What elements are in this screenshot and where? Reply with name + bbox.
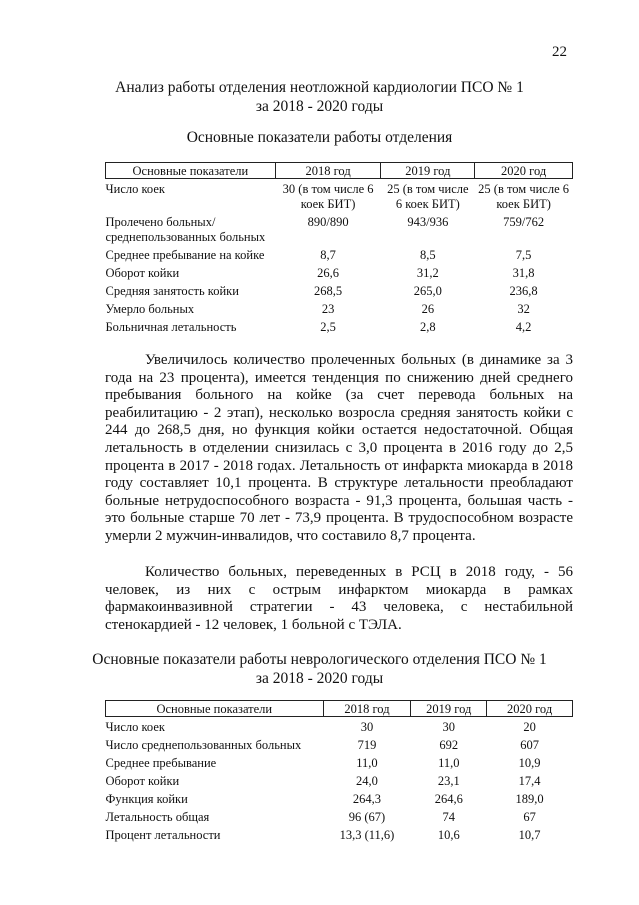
cell-2018: 13,3 (11,6) xyxy=(339,828,395,842)
cell-2019: 11,0 xyxy=(438,756,460,770)
header-2020: 2020 год xyxy=(487,701,573,717)
cell-2020: 236,8 xyxy=(509,284,538,298)
section-title-cardiology xyxy=(0,78,639,116)
transfer-paragraph: Количество больных, переведенных в РСЦ в 2018 году, - 56 человек, из них с острым инфарктом миокарда в рамках фармакоинвазивной стратегии - 43 человека, с нестабильной стенокардией - 12 человек, 1 больной с ТЭЛА. xyxy=(105,564,573,633)
cell-2019: 10,6 xyxy=(437,828,460,842)
table-row xyxy=(106,738,573,756)
cell-2020: 32 xyxy=(517,302,530,316)
cell-2020: 189,0 xyxy=(515,792,544,806)
cell-2018: 8,7 xyxy=(320,248,336,262)
row-label: Больничная летальность xyxy=(105,320,237,334)
header-2018: 2018 год xyxy=(275,163,381,179)
row-label: Число коек xyxy=(105,182,165,196)
table-header-row xyxy=(106,701,573,717)
cell-2020: 67 xyxy=(523,810,536,824)
cell-2019: 265,0 xyxy=(413,284,442,298)
cell-2019: 30 xyxy=(442,720,456,734)
cell-2018: 23 xyxy=(321,302,335,316)
cell-2020: 25 (в том числе 6 коек БИТ) xyxy=(478,182,570,211)
header-2019: 2019 год xyxy=(411,701,487,717)
table-row xyxy=(106,810,573,828)
section-title-neurology xyxy=(0,650,639,688)
cell-2020: 7,5 xyxy=(515,248,532,262)
cell-2020: 10,9 xyxy=(518,756,541,770)
row-label: Умерло больных xyxy=(105,302,195,316)
cell-2019: 25 (в том числе 6 коек БИТ) xyxy=(387,182,469,211)
cell-2019: 692 xyxy=(439,738,459,752)
row-label: Число коек xyxy=(105,720,165,734)
row-label: Процент летальности xyxy=(105,828,221,842)
cell-2019: 74 xyxy=(442,810,456,824)
cell-2020: 20 xyxy=(523,720,536,734)
cell-2019: 2,8 xyxy=(420,320,436,334)
cell-2019: 26 xyxy=(421,302,435,316)
cell-2018: 96 (67) xyxy=(348,810,386,824)
cell-2018: 11,0 xyxy=(356,756,378,770)
section-title-line2: за 2018 - 2020 годы xyxy=(255,670,384,687)
table-row xyxy=(106,792,573,810)
table-row xyxy=(106,302,573,320)
header-2018: 2018 год xyxy=(323,701,411,717)
section-title-line2: за 2018 - 2020 годы xyxy=(255,98,384,115)
row-label: Среднее пребывание xyxy=(105,756,217,770)
table-row xyxy=(106,266,573,284)
cell-2020: 10,7 xyxy=(518,828,541,842)
row-label: Оборот койки xyxy=(105,774,180,788)
row-label: Число среднепользованных больных xyxy=(105,738,302,752)
section-title-line1: Анализ работы отделения неотложной кардиологии ПСО № 1 xyxy=(115,79,524,96)
cell-2018: 30 xyxy=(360,720,374,734)
cell-2020: 4,2 xyxy=(515,320,532,334)
header-indicator: Основные показатели xyxy=(106,163,276,179)
header-indicator: Основные показатели xyxy=(106,701,324,717)
table-row xyxy=(106,828,573,846)
row-label: Среднее пребывание на койке xyxy=(105,248,265,262)
cell-2018: 264,3 xyxy=(352,792,382,806)
table-header-row xyxy=(106,163,573,179)
cell-2020: 31,8 xyxy=(512,266,535,280)
row-label: Летальность общая xyxy=(105,810,210,824)
cell-2018: 30 (в том числе 6 коек БИТ) xyxy=(282,182,374,211)
header-2019: 2019 год xyxy=(381,163,475,179)
header-2020: 2020 год xyxy=(475,163,573,179)
table-row xyxy=(106,717,573,739)
table-row xyxy=(106,756,573,774)
row-label: Пролечено больных/ среднепользованных больных xyxy=(105,215,266,244)
table-title-cardiology: Основные показатели работы отделения xyxy=(186,129,453,146)
cell-2019: 23,1 xyxy=(437,774,460,788)
row-label: Оборот койки xyxy=(105,266,180,280)
cell-2018: 890/890 xyxy=(307,215,349,229)
cell-2018: 26,6 xyxy=(317,266,340,280)
cell-2020: 17,4 xyxy=(518,774,541,788)
cardiology-metrics-table xyxy=(105,162,573,338)
page-number: 22 xyxy=(552,44,567,60)
cell-2018: 2,5 xyxy=(320,320,336,334)
row-label: Функция койки xyxy=(105,792,188,806)
section-title-line1: Основные показатели работы неврологического отделения ПСО № 1 xyxy=(92,651,547,668)
table-row xyxy=(106,179,573,216)
cell-2020: 759/762 xyxy=(503,215,545,229)
cell-2018: 24,0 xyxy=(356,774,378,788)
table-row xyxy=(106,284,573,302)
cell-2019: 264,6 xyxy=(434,792,463,806)
table-row xyxy=(106,248,573,266)
row-label: Средняя занятость койки xyxy=(105,284,239,298)
cell-2018: 719 xyxy=(357,738,377,752)
cell-2019: 31,2 xyxy=(416,266,439,280)
cell-2019: 8,5 xyxy=(420,248,436,262)
table-row xyxy=(106,215,573,248)
neurology-metrics-table xyxy=(105,700,573,846)
analysis-paragraph: Увеличилось количество пролеченных больных (в динамике за 3 года на 23 процента), имеется тенденция по снижению дней среднего пребывания больного на койке (за счет перевода больных на реабилитацию - 2 этап), несколько возросла средняя занятость койки с 244 до 268,5 дня, но функция койки остается недостаточной. Общая летальность в отделении снизилась с 3,0 процента в 2016 году до 2,5 процента в 2017 - 2018 годах. Летальность от инфаркта миокарда в 2018 году составляет 10,1 процента. В структуре летальности преобладают больные нетрудоспособного возраста - 91,3 процента, большая часть - это больные старше 70 лет - 73,9 процента. В трудоспособном возрасте умерли 2 мужчин-инвалидов, что составило 8,7 процента. xyxy=(105,352,573,544)
cell-2020: 607 xyxy=(520,738,539,752)
cell-2019: 943/936 xyxy=(407,215,449,229)
cell-2018: 268,5 xyxy=(314,284,343,298)
table-row xyxy=(106,320,573,338)
table-row xyxy=(106,774,573,792)
